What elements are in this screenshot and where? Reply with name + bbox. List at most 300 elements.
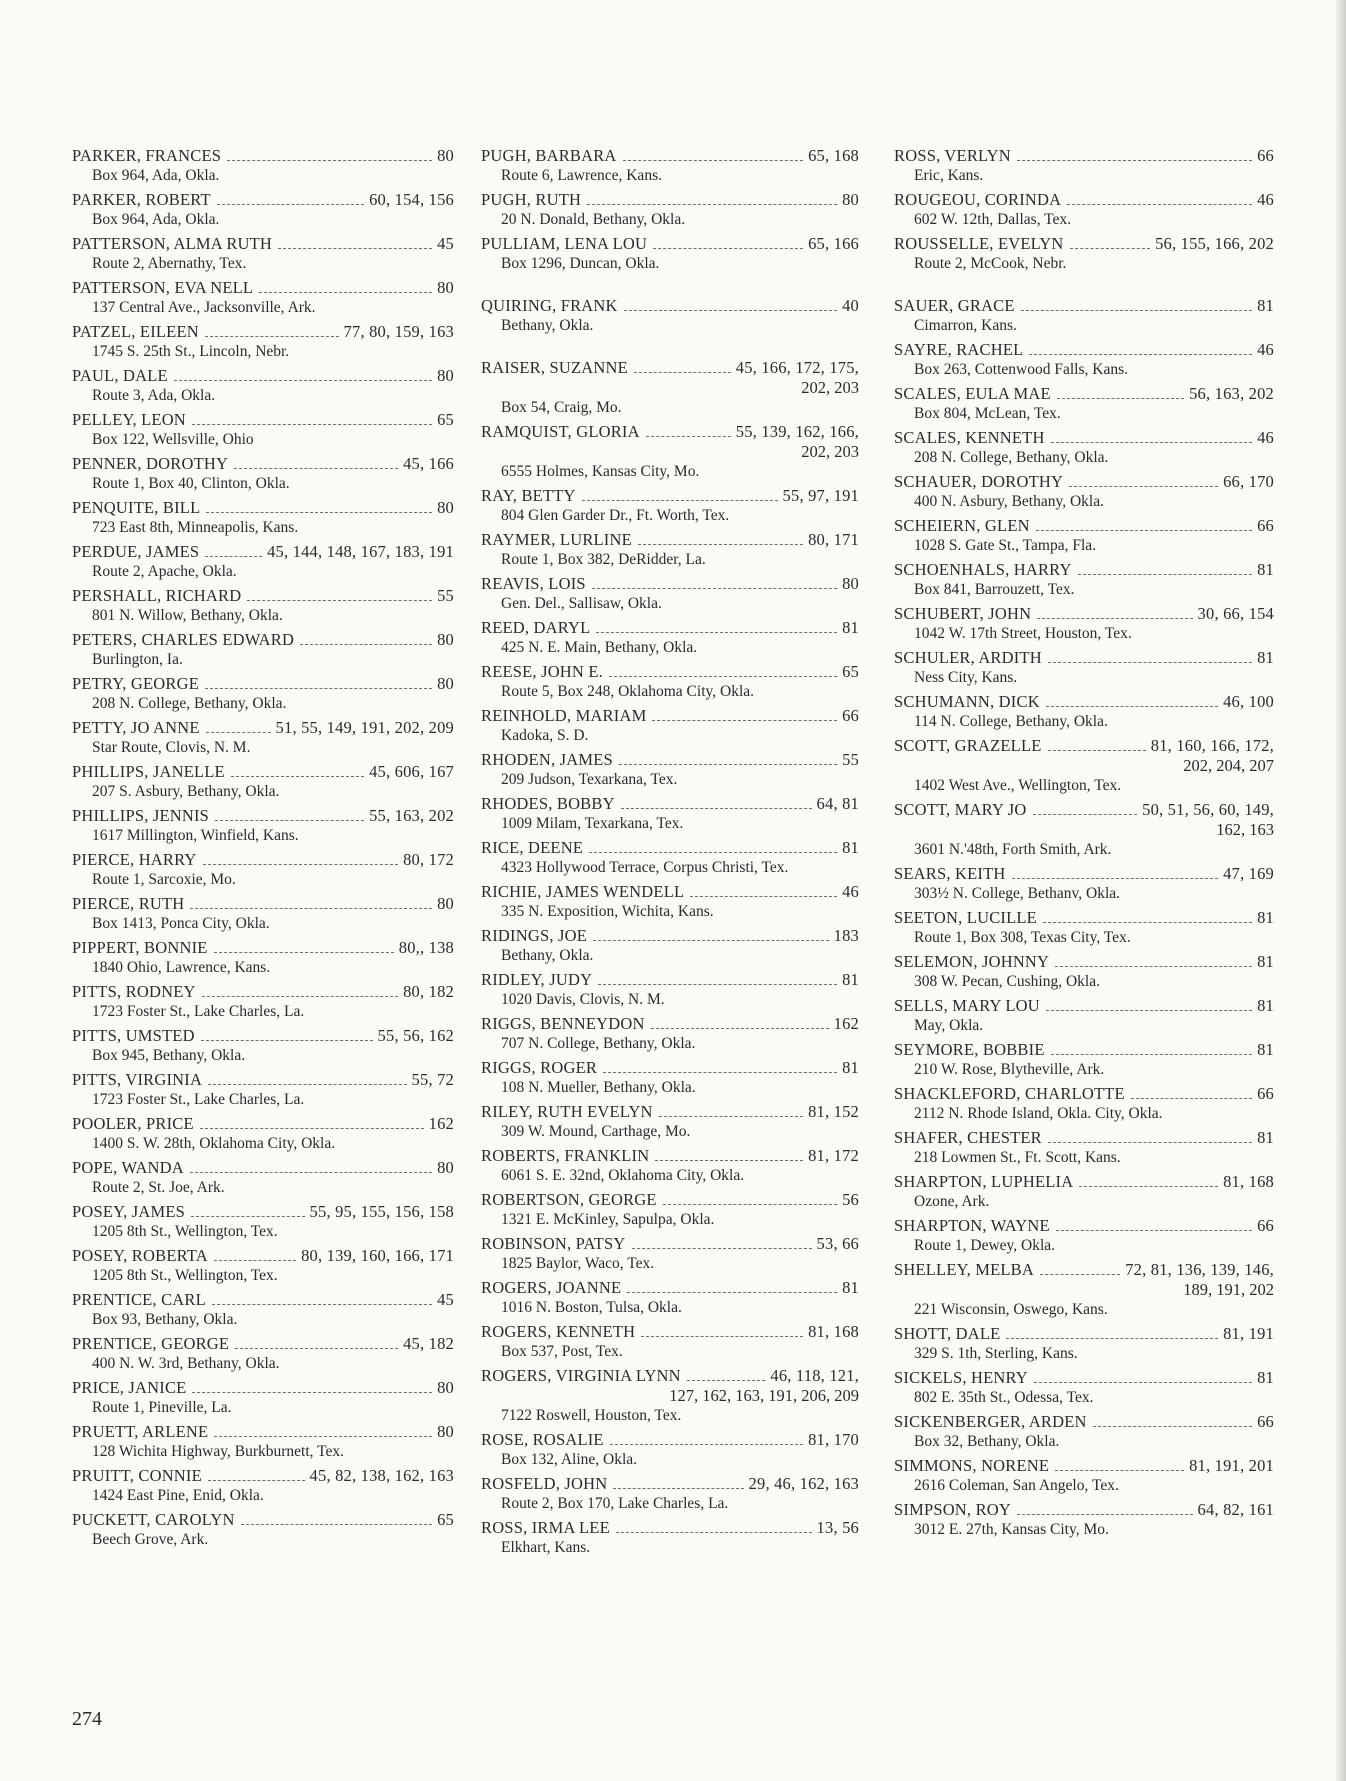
entry-address: 1028 S. Gate St., Tampa, Fla. (914, 537, 1097, 554)
entry-address: 1009 Milam, Texarkana, Tex. (501, 815, 684, 832)
entry-name-line (894, 1324, 1274, 1344)
entry-name: ROGERS, JOANNE (481, 1278, 622, 1297)
entry-name: PIERCE, RUTH (72, 894, 185, 913)
entry-pages: 65, 168 (808, 146, 859, 165)
entry-pages: 55, 95, 155, 156, 158 (309, 1202, 454, 1221)
entry-name-line (72, 630, 454, 650)
index-entry (72, 1158, 454, 1198)
entry-pages: 46, 100 (1223, 692, 1274, 711)
entry-address: 400 N. W. 3rd, Bethany, Okla. (92, 1355, 280, 1372)
entry-name-line (481, 1234, 859, 1254)
entry-pages: 65, 166 (808, 234, 859, 253)
index-entry (72, 1070, 454, 1110)
dot-leader (234, 467, 398, 469)
dot-leader (1057, 397, 1184, 399)
entry-name: SCHUBERT, JOHN (894, 604, 1032, 623)
entry-address: 114 N. College, Bethany, Okla. (914, 713, 1108, 730)
entry-pages: 46, 118, 121, (770, 1366, 859, 1385)
entry-name-line (894, 428, 1274, 448)
dot-leader (202, 995, 398, 997)
dot-leader (646, 435, 731, 437)
entry-name: PETERS, CHARLES EDWARD (72, 630, 295, 649)
entry-pages: 80 (842, 574, 859, 593)
dot-leader (613, 1487, 743, 1489)
entry-name: ROBERTSON, GEORGE (481, 1190, 657, 1209)
entry-pages: 81, 191 (1223, 1324, 1274, 1343)
index-entry (72, 498, 454, 538)
dot-leader (632, 1247, 812, 1249)
entry-name-line (72, 1114, 454, 1134)
index-entry (481, 838, 859, 878)
entry-name-line (894, 736, 1274, 756)
entry-name-line (481, 1146, 859, 1166)
entry-name: ROSFELD, JOHN (481, 1474, 608, 1493)
entry-pages: 81, 152 (808, 1102, 859, 1121)
entry-pages: 81, 168 (1223, 1172, 1274, 1191)
entry-name: ROGERS, VIRGINIA LYNN (481, 1366, 681, 1385)
entry-pages: 81 (1257, 1040, 1274, 1059)
entry-address: Route 1, Box 382, DeRidder, La. (501, 551, 706, 568)
index-entry (894, 1500, 1274, 1540)
dot-leader (659, 1115, 803, 1117)
index-entry (894, 296, 1274, 336)
index-entry (72, 1246, 454, 1286)
entry-name: RIGGS, ROGER (481, 1058, 598, 1077)
entry-address: 137 Central Ave., Jacksonville, Ark. (92, 299, 316, 316)
entry-name: SCALES, KENNETH (894, 428, 1045, 447)
entry-address: 1400 S. W. 28th, Oklahoma City, Okla. (92, 1135, 336, 1152)
entry-address: 1205 8th St., Wellington, Tex. (92, 1223, 278, 1240)
entry-pages: 80, 139, 160, 166, 171 (301, 1246, 454, 1265)
entry-name-line (72, 982, 454, 1002)
entry-name: SHAFER, CHESTER (894, 1128, 1042, 1147)
entry-name: PERDUE, JAMES (72, 542, 200, 561)
entry-address: 1424 East Pine, Enid, Okla. (92, 1487, 264, 1504)
entry-name: SCHAUER, DOROTHY (894, 472, 1064, 491)
index-entry (894, 736, 1274, 796)
entry-name-line (481, 1058, 859, 1078)
entry-name-line (894, 1456, 1274, 1476)
entry-name: PRICE, JANICE (72, 1378, 187, 1397)
dot-leader (623, 159, 804, 161)
entry-name-line (72, 366, 454, 386)
entry-name-line (481, 1278, 859, 1298)
dot-leader (1046, 1009, 1252, 1011)
entry-name-line (481, 1518, 859, 1538)
entry-name-line (72, 1158, 454, 1178)
entry-address: Ozone, Ark. (914, 1193, 990, 1210)
entry-pages: 64, 81 (816, 794, 859, 813)
index-entry (894, 996, 1274, 1036)
dot-leader (227, 159, 432, 161)
entry-name: RICHIE, JAMES WENDELL (481, 882, 685, 901)
dot-leader (217, 203, 364, 205)
index-entry (481, 1234, 859, 1274)
entry-address: Box 263, Cottenwood Falls, Kans. (914, 361, 1128, 378)
index-entry (894, 1040, 1274, 1080)
entry-pages: 66 (1257, 1084, 1274, 1103)
entry-name: RAMQUIST, GLORIA (481, 422, 640, 441)
dot-leader (582, 499, 778, 501)
entry-name: SHACKLEFORD, CHARLOTTE (894, 1084, 1125, 1103)
page-gutter-shadow (1336, 0, 1346, 1781)
index-entry (72, 762, 454, 802)
entry-pages: 45 (437, 234, 454, 253)
dot-leader (596, 631, 837, 633)
entry-pages: 66 (1257, 1216, 1274, 1235)
entry-pages: 55, 139, 162, 166, (735, 422, 859, 441)
entry-pages: 80 (437, 894, 454, 913)
entry-name: SCOTT, GRAZELLE (894, 736, 1042, 755)
entry-name-line (894, 1040, 1274, 1060)
dot-leader (247, 599, 432, 601)
entry-address: 1825 Baylor, Waco, Tex. (501, 1255, 655, 1272)
index-entry (72, 586, 454, 626)
entry-name-line (72, 1246, 454, 1266)
entry-name: PATZEL, EILEEN (72, 322, 199, 341)
entry-pages: 65 (437, 1510, 454, 1529)
dot-leader (655, 1159, 803, 1161)
index-entry (481, 1366, 859, 1426)
entry-name: RAISER, SUZANNE (481, 358, 628, 377)
entry-address: Box 841, Barrouzett, Tex. (914, 581, 1075, 598)
entry-pages: 30, 66, 154 (1197, 604, 1274, 623)
entry-name-line (894, 1172, 1274, 1192)
index-entry (894, 864, 1274, 904)
index-entry (894, 1128, 1274, 1168)
entry-name: PULLIAM, LENA LOU (481, 234, 648, 253)
dot-leader (593, 939, 829, 941)
dot-leader (634, 371, 731, 373)
entry-address: Route 1, Pineville, La. (92, 1399, 232, 1416)
entry-name: PETTY, JO ANNE (72, 718, 200, 737)
index-entry (72, 190, 454, 230)
entry-pages: 81 (1257, 1128, 1274, 1147)
index-column-1 (72, 146, 454, 1554)
entry-name-line (894, 692, 1274, 712)
index-entry (72, 542, 454, 582)
entry-pages: 72, 81, 136, 139, 146, (1125, 1260, 1274, 1279)
entry-pages: 45, 144, 148, 167, 183, 191 (267, 542, 454, 561)
entry-name-line (481, 662, 859, 682)
index-entry (894, 428, 1274, 468)
entry-name: SCHOENHALS, HARRY (894, 560, 1072, 579)
dot-leader (190, 907, 432, 909)
entry-pages: 80,, 138 (398, 938, 454, 957)
entry-address: Box 964, Ada, Okla. (92, 211, 220, 228)
entry-pages: 55, 72 (411, 1070, 454, 1089)
entry-address: 802 E. 35th St., Odessa, Tex. (914, 1389, 1094, 1406)
entry-address: Eric, Kans. (914, 167, 984, 184)
entry-name: SHARPTON, LUPHELIA (894, 1172, 1074, 1191)
dot-leader (1017, 1513, 1193, 1515)
index-entry (481, 1474, 859, 1514)
entry-name-line (481, 618, 859, 638)
entry-name: RILEY, RUTH EVELYN (481, 1102, 653, 1121)
entry-pages: 81 (1257, 996, 1274, 1015)
entry-address: 2112 N. Rhode Island, Okla. City, Okla. (914, 1105, 1163, 1122)
entry-pages: 81 (842, 1058, 859, 1077)
index-entry (72, 1422, 454, 1462)
entry-pages: 81, 191, 201 (1189, 1456, 1274, 1475)
entry-name: SHARPTON, WAYNE (894, 1216, 1050, 1235)
entry-pages: 53, 66 (816, 1234, 859, 1253)
dot-leader (624, 309, 837, 311)
dot-leader (609, 675, 837, 677)
entry-pages: 51, 55, 149, 191, 202, 209 (275, 718, 454, 737)
index-entry (481, 530, 859, 570)
entry-name-line (894, 190, 1274, 210)
entry-pages: 55, 56, 162 (377, 1026, 454, 1045)
entry-address: Gen. Del., Sallisaw, Okla. (501, 595, 662, 612)
entry-name-line (894, 472, 1274, 492)
entry-pages: 80 (437, 366, 454, 385)
entry-name: PRENTICE, CARL (72, 1290, 206, 1309)
entry-name-line (481, 838, 859, 858)
index-entry (481, 1058, 859, 1098)
dot-leader (206, 511, 432, 513)
entry-name: PETRY, GEORGE (72, 674, 199, 693)
entry-pages: 46 (1257, 428, 1274, 447)
entry-pages: 55 (437, 586, 454, 605)
entry-pages: 64, 82, 161 (1197, 1500, 1274, 1519)
entry-name-line (72, 542, 454, 562)
entry-name: RHODEN, JAMES (481, 750, 613, 769)
dot-leader (200, 1127, 424, 1129)
entry-address: Route 1, Dewey, Okla. (914, 1237, 1056, 1254)
dot-leader (235, 1347, 398, 1349)
dot-leader (191, 1215, 304, 1217)
entry-name-line (894, 908, 1274, 928)
entry-pages: 55, 163, 202 (369, 806, 454, 825)
entry-address: 1723 Foster St., Lake Charles, La. (92, 1091, 305, 1108)
entry-name-line (72, 1422, 454, 1442)
entry-address: Kadoka, S. D. (501, 727, 589, 744)
index-entry (894, 1456, 1274, 1496)
index-entry (481, 1102, 859, 1142)
entry-pages: 81 (842, 1278, 859, 1297)
entry-name-line (72, 1334, 454, 1354)
entry-address: 210 W. Rose, Blytheville, Ark. (914, 1061, 1105, 1078)
dot-leader (621, 807, 812, 809)
entry-pages: 46 (1257, 340, 1274, 359)
entry-name-line (481, 146, 859, 166)
entry-address: 20 N. Donald, Bethany, Okla. (501, 211, 686, 228)
index-entry (894, 908, 1274, 948)
entry-address: Box 93, Bethany, Okla. (92, 1311, 238, 1328)
dot-leader (610, 1443, 803, 1445)
dot-leader (212, 1303, 432, 1305)
entry-name: SIMMONS, NORENE (894, 1456, 1050, 1475)
entry-address: May, Okla. (914, 1017, 984, 1034)
index-entry (72, 806, 454, 846)
dot-leader (259, 291, 432, 293)
entry-name-line (72, 146, 454, 166)
dot-leader (214, 1259, 296, 1261)
index-entry (72, 322, 454, 362)
entry-address: Box 54, Craig, Mo. (501, 399, 622, 416)
entry-pages: 81 (842, 618, 859, 637)
dot-leader (174, 379, 432, 381)
entry-address: Route 2, Abernathy, Tex. (92, 255, 247, 272)
entry-name-line (894, 1260, 1274, 1280)
entry-pages: 13, 56 (816, 1518, 859, 1537)
entry-name: RICE, DEENE (481, 838, 584, 857)
entry-pages: 56, 163, 202 (1189, 384, 1274, 403)
index-entry (894, 800, 1274, 860)
index-entry (894, 1324, 1274, 1364)
entry-name: PITTS, RODNEY (72, 982, 196, 1001)
entry-pages-continued: 202, 203 (801, 442, 859, 461)
entry-address: Route 2, St. Joe, Ark. (92, 1179, 225, 1196)
index-entry (72, 1378, 454, 1418)
index-entry (894, 692, 1274, 732)
entry-address: 329 S. 1th, Sterling, Kans. (914, 1345, 1078, 1362)
entry-name-line (894, 996, 1274, 1016)
entry-name-line (481, 530, 859, 550)
entry-name-line (481, 794, 859, 814)
entry-pages: 80 (437, 278, 454, 297)
entry-pages: 66 (1257, 1412, 1274, 1431)
dot-leader (653, 247, 803, 249)
entry-name-line (72, 454, 454, 474)
index-entry (894, 234, 1274, 274)
entry-address: Route 2, Apache, Okla. (92, 563, 237, 580)
entry-address: 1205 8th St., Wellington, Tex. (92, 1267, 278, 1284)
entry-name-line (481, 486, 859, 506)
entry-name: REESE, JOHN E. (481, 662, 603, 681)
entry-pages: 45, 166 (403, 454, 454, 473)
entry-address: 1840 Ohio, Lawrence, Kans. (92, 959, 271, 976)
entry-address: Route 1, Box 308, Texas City, Tex. (914, 929, 1131, 946)
entry-name-line (481, 882, 859, 902)
entry-name: ROSS, VERLYN (894, 146, 1011, 165)
dot-leader (1043, 921, 1252, 923)
entry-pages: 45, 82, 138, 162, 163 (309, 1466, 454, 1485)
entry-name: SIMPSON, ROY (894, 1500, 1012, 1519)
entry-name-line (894, 1084, 1274, 1104)
entry-address: 128 Wichita Highway, Burkburnett, Tex. (92, 1443, 344, 1460)
dot-leader (1006, 1337, 1218, 1339)
entry-address: 801 N. Willow, Bethany, Okla. (92, 607, 283, 624)
entry-name-line (894, 1128, 1274, 1148)
entry-address: Burlington, Ia. (92, 651, 183, 668)
entry-name-line (481, 1474, 859, 1494)
index-entry (72, 454, 454, 494)
entry-name: ROSS, IRMA LEE (481, 1518, 610, 1537)
entry-address: Route 1, Box 40, Clinton, Okla. (92, 475, 290, 492)
entry-address: Route 6, Lawrence, Kans. (501, 167, 662, 184)
entry-name-line (481, 1430, 859, 1450)
entry-pages: 81, 170 (808, 1430, 859, 1449)
dot-leader (1079, 1185, 1218, 1187)
index-entry (894, 1260, 1274, 1320)
entry-name: ROBERTS, FRANKLIN (481, 1146, 650, 1165)
index-column-3 (894, 146, 1274, 1544)
index-entry (481, 926, 859, 966)
entry-pages: 50, 51, 56, 60, 149, (1142, 800, 1274, 819)
entry-pages: 46 (842, 882, 859, 901)
dot-leader (1051, 1053, 1252, 1055)
index-entry (72, 234, 454, 274)
index-entry (481, 1278, 859, 1318)
dot-leader (603, 1071, 837, 1073)
entry-address: Route 1, Sarcoxie, Mo. (92, 871, 236, 888)
entry-name: SCOTT, MARY JO (894, 800, 1027, 819)
entry-name-line (481, 296, 859, 316)
entry-address: 1020 Davis, Clovis, N. M. (501, 991, 665, 1008)
index-entry (894, 472, 1274, 512)
dot-leader (241, 1523, 433, 1525)
index-entry (481, 296, 859, 336)
index-entry (481, 1322, 859, 1362)
entry-pages: 81 (1257, 952, 1274, 971)
entry-address: Box 1413, Ponca City, Okla. (92, 915, 270, 932)
entry-name: PRUETT, ARLENE (72, 1422, 209, 1441)
entry-address: Box 964, Ada, Okla. (92, 167, 220, 184)
entry-pages: 45, 166, 172, 175, (735, 358, 859, 377)
index-entry (481, 750, 859, 790)
dot-leader (1055, 965, 1252, 967)
entry-address: 1321 E. McKinley, Sapulpa, Okla. (501, 1211, 715, 1228)
entry-name: SELLS, MARY LOU (894, 996, 1040, 1015)
index-entry (72, 366, 454, 406)
entry-address: 1745 S. 25th St., Lincoln, Nebr. (92, 343, 290, 360)
entry-name: PUGH, BARBARA (481, 146, 617, 165)
entry-name-line (72, 1290, 454, 1310)
index-entry (894, 648, 1274, 688)
dot-leader (214, 951, 394, 953)
dot-leader (1131, 1097, 1252, 1099)
entry-address: 1723 Foster St., Lake Charles, La. (92, 1003, 305, 1020)
entry-address: 209 Judson, Texarkana, Tex. (501, 771, 678, 788)
entry-pages: 77, 80, 159, 163 (343, 322, 454, 341)
entry-name: PUCKETT, CAROLYN (72, 1510, 235, 1529)
entry-pages: 80 (437, 1158, 454, 1177)
entry-name: RIDINGS, JOE (481, 926, 587, 945)
entry-name: PHILLIPS, JENNIS (72, 806, 210, 825)
entry-pages: 81, 160, 166, 172, (1150, 736, 1274, 755)
dot-leader (1055, 1469, 1184, 1471)
dot-leader (592, 587, 837, 589)
entry-address: 1042 W. 17th Street, Houston, Tex. (914, 625, 1132, 642)
entry-pages: 46 (1257, 190, 1274, 209)
entry-name: SCALES, EULA MAE (894, 384, 1051, 403)
entry-name-line (72, 278, 454, 298)
index-column-2 (481, 146, 859, 1562)
entry-name: PATTERSON, ALMA RUTH (72, 234, 273, 253)
entry-name-line (72, 498, 454, 518)
index-entry (72, 894, 454, 934)
dot-leader (1040, 1273, 1120, 1275)
index-entry (894, 560, 1274, 600)
entry-name: SCHUMANN, DICK (894, 692, 1040, 711)
entry-name-line (481, 1190, 859, 1210)
entry-name: POSEY, JAMES (72, 1202, 186, 1221)
entry-name: RIGGS, BENNEYDON (481, 1014, 645, 1033)
entry-name: RAY, BETTY (481, 486, 576, 505)
entry-name-line (72, 894, 454, 914)
entry-address: 335 N. Exposition, Wichita, Kans. (501, 903, 714, 920)
dot-leader (214, 1435, 432, 1437)
entry-address: 4323 Hollywood Terrace, Corpus Christi, Tex. (501, 859, 789, 876)
index-entry (481, 1146, 859, 1186)
entry-pages: 80 (437, 1422, 454, 1441)
dot-leader (1029, 353, 1252, 355)
entry-name-line (481, 574, 859, 594)
entry-name-line (894, 1500, 1274, 1520)
entry-address: Ness City, Kans. (914, 669, 1018, 686)
